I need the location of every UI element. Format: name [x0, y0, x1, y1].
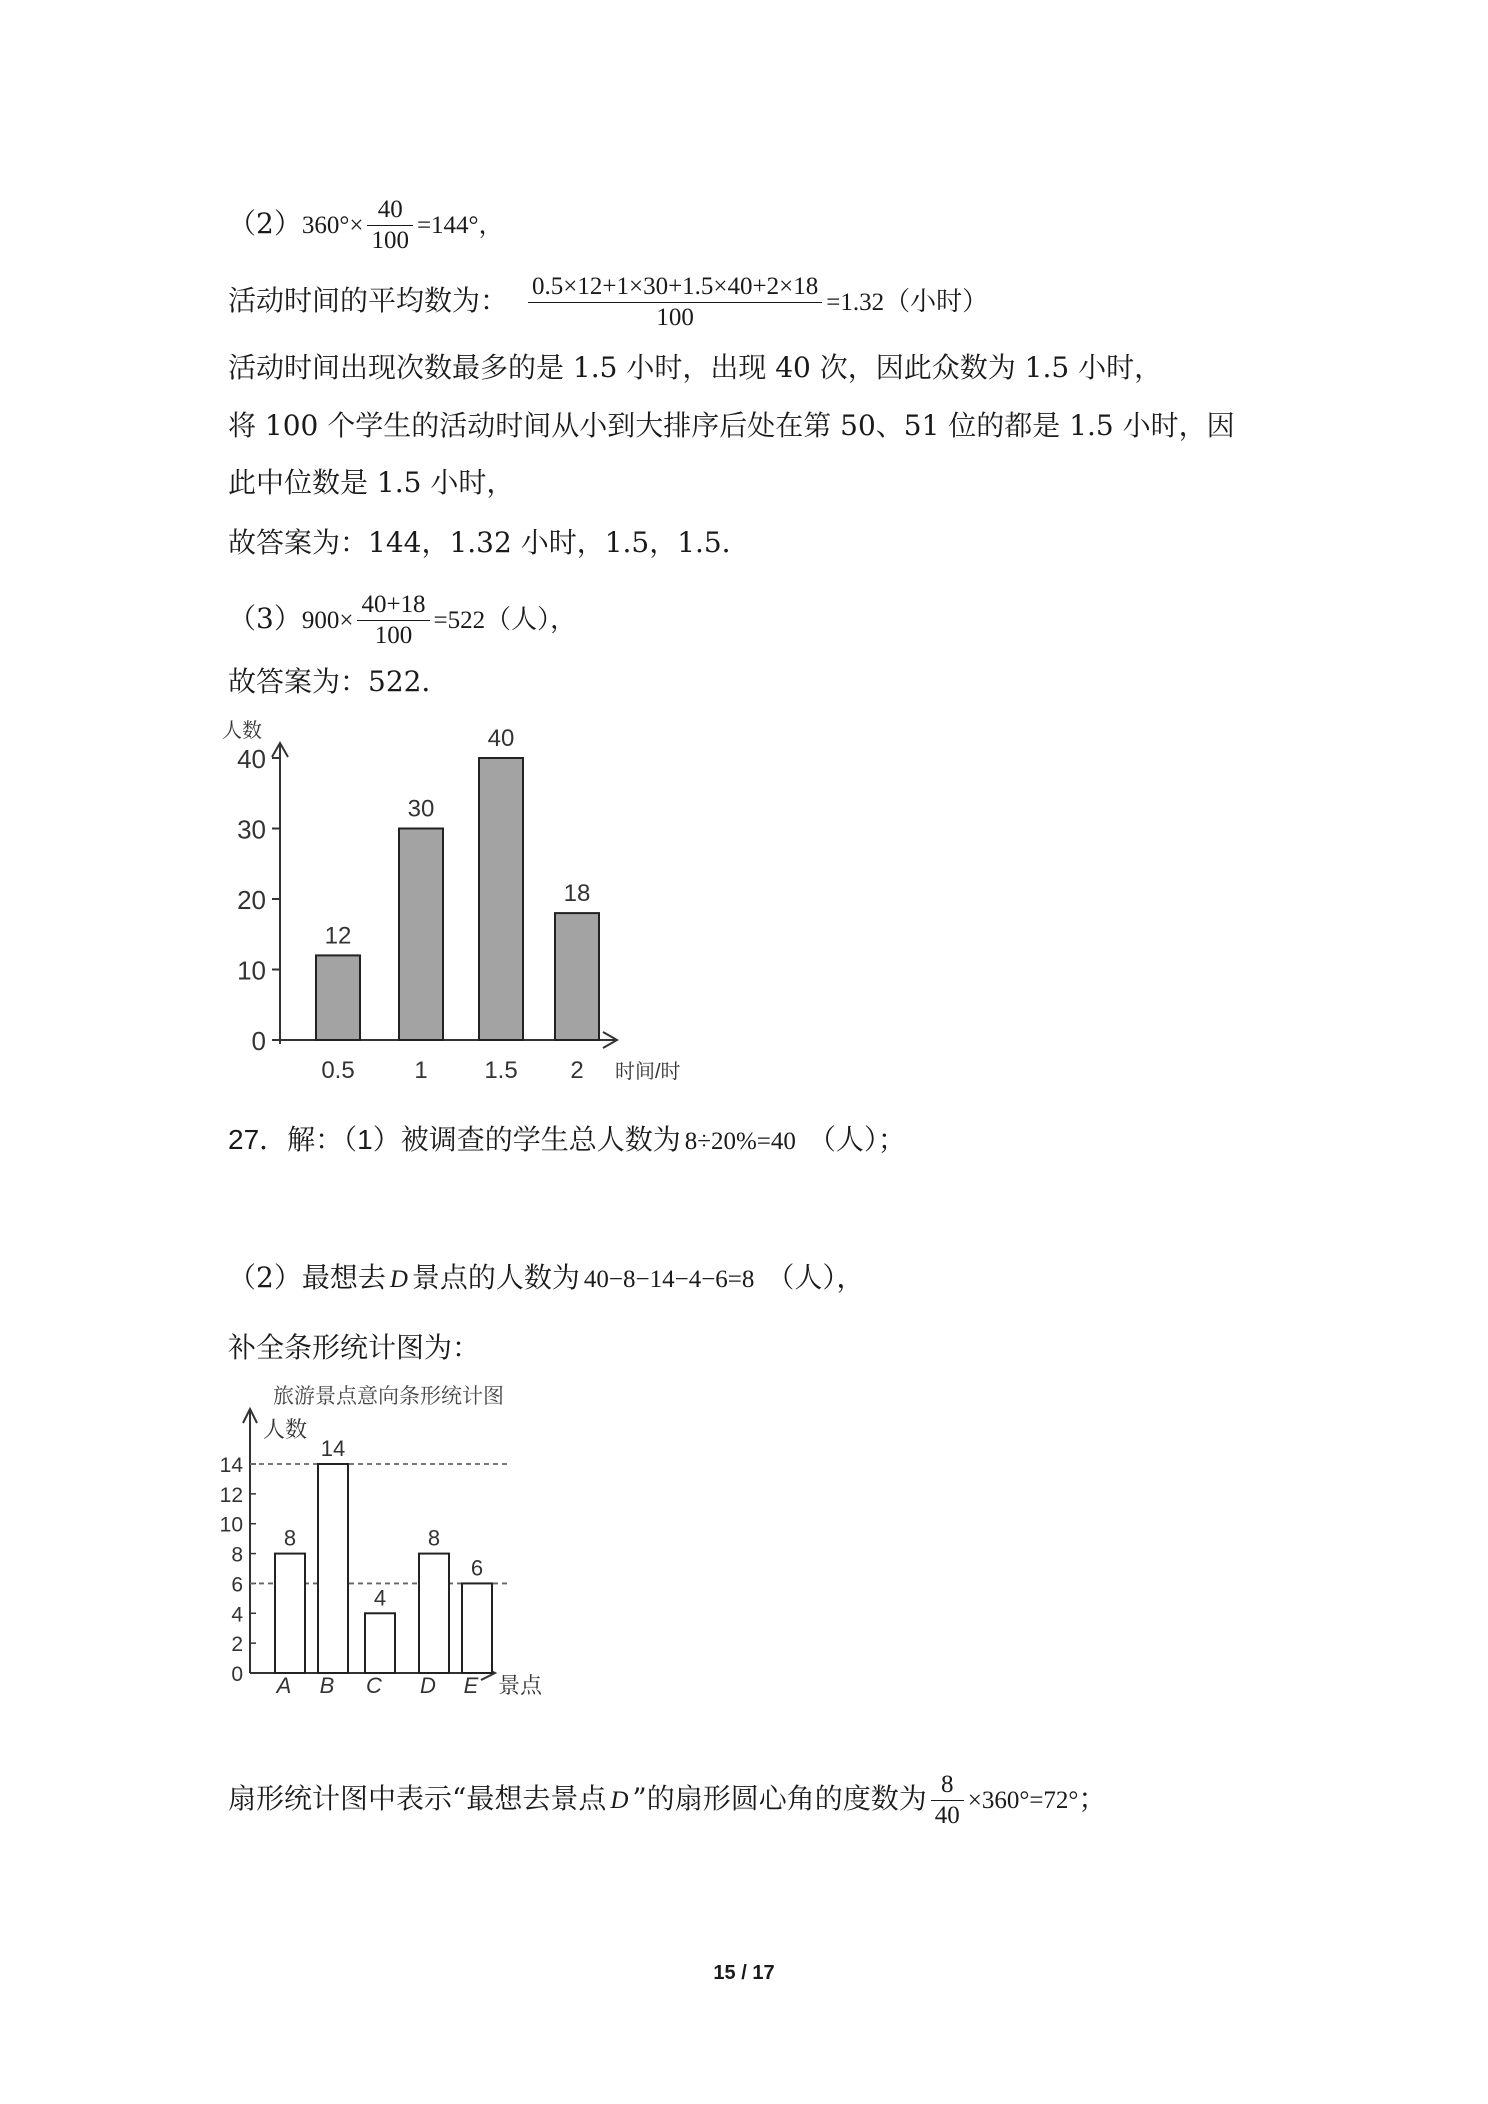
data-label: 30 — [407, 795, 435, 823]
page-number: 15 / 17 — [713, 1962, 775, 1984]
bar — [318, 1464, 348, 1673]
fraction — [931, 1770, 964, 1831]
x-axis-label: 时间/时 — [615, 1061, 681, 1083]
denominator: 100 — [656, 304, 694, 331]
data-label: 40 — [487, 725, 515, 752]
bar — [462, 1583, 492, 1673]
y-tick-label: 20 — [237, 885, 266, 915]
answer-line-2: 故答案为：522． — [228, 665, 450, 698]
sector-angle-line — [228, 1770, 1106, 1831]
unit: （小时） — [884, 287, 989, 317]
y-tick-label: 14 — [219, 1454, 243, 1477]
text: 活动时间的平均数为： — [228, 284, 509, 317]
math-expr: 360°× — [301, 212, 364, 239]
mean-line — [228, 272, 988, 333]
math-expr: 900× — [301, 607, 354, 634]
denominator: 40 — [934, 1802, 960, 1829]
data-label: 8 — [427, 1525, 441, 1551]
y-axis-label: 人数 — [263, 1417, 308, 1442]
x-tick-label: E — [463, 1673, 479, 1698]
part-label: （3） — [228, 602, 302, 635]
median-line: 将 100 个学生的活动时间从小到大排序后处在第 50、51 位的都是 1.5 小时，因 — [228, 409, 1235, 442]
numerator: 40 — [367, 195, 413, 226]
x-tick-label: 1.5 — [484, 1057, 518, 1084]
math-expr: =144°， — [416, 212, 504, 239]
text: ”的扇形圆心角的度数为 — [632, 1782, 927, 1815]
bar — [479, 758, 523, 1040]
y-tick-label: 6 — [231, 1573, 243, 1597]
y-tick-label: 0 — [251, 1026, 266, 1056]
unit: （人）， — [766, 1261, 865, 1294]
part-label: （2） — [228, 207, 302, 240]
eq-angle-line — [228, 195, 504, 256]
x-tick-label: 1 — [414, 1057, 428, 1084]
mode-line: 活动时间出现次数最多的是 1.5 小时，出现 40 次，因此众数为 1.5 小时， — [228, 351, 1163, 384]
denominator: 100 — [374, 622, 413, 649]
text: 景点的人数为 — [411, 1261, 580, 1294]
denominator: 100 — [371, 227, 409, 254]
fraction — [367, 195, 413, 256]
y-tick-label: 40 — [237, 744, 266, 774]
y-tick-label: 8 — [231, 1543, 243, 1567]
x-tick-label: D — [420, 1673, 436, 1698]
complete-chart-line: 补全条形统计图为： — [228, 1331, 481, 1364]
y-tick-label: 0 — [231, 1663, 243, 1686]
data-label: 18 — [563, 880, 591, 908]
bar — [419, 1554, 449, 1673]
unit: （人）， — [485, 605, 577, 635]
data-label: 6 — [470, 1555, 484, 1581]
text: 27．解：（1）被调查的学生总人数为 — [228, 1124, 681, 1155]
math-expr: =1.32 — [826, 289, 885, 316]
data-label: 12 — [324, 922, 352, 950]
q27-part2-line — [228, 1258, 864, 1300]
data-label: 14 — [320, 1436, 346, 1461]
median-line-cont: 此中位数是 1.5 小时， — [228, 466, 515, 499]
data-label: 4 — [373, 1585, 387, 1611]
text: ； — [1078, 1782, 1107, 1815]
x-tick-label: 0.5 — [321, 1057, 355, 1084]
bar — [275, 1554, 305, 1673]
x-axis-label: 景点 — [498, 1673, 543, 1698]
x-tick-label: C — [366, 1673, 382, 1698]
var-d: D — [610, 1787, 629, 1814]
y-tick-label: 2 — [231, 1633, 243, 1657]
y-tick-label: 12 — [219, 1483, 243, 1507]
y-axis-label: 人数 — [222, 720, 262, 742]
fraction — [528, 272, 822, 333]
bar — [316, 955, 360, 1040]
y-tick-label: 4 — [231, 1603, 243, 1627]
math-expr: 8÷20%=40 — [684, 1128, 796, 1155]
math-expr: =522 — [433, 607, 486, 634]
text: 扇形统计图中表示“最想去景点 — [228, 1782, 607, 1815]
eq-estimate-line — [228, 590, 576, 651]
x-tick-label: B — [319, 1673, 335, 1698]
y-tick-label: 10 — [237, 955, 266, 986]
bar — [555, 913, 599, 1040]
unit: （人）； — [807, 1123, 906, 1156]
numerator: 0.5×12+1×30+1.5×40+2×18 — [528, 272, 822, 303]
bar — [399, 829, 443, 1041]
activity-time-bar-chart — [210, 710, 710, 1095]
scenic-spot-bar-chart — [215, 1375, 575, 1715]
chart-title: 旅游景点意向条形统计图 — [273, 1385, 504, 1408]
q27-line — [228, 1120, 906, 1162]
x-tick-label: 2 — [570, 1057, 584, 1084]
numerator: 8 — [931, 1770, 964, 1801]
math-expr: 40−8−14−4−6=8 — [583, 1266, 755, 1293]
fraction — [357, 590, 429, 651]
var-d: D — [389, 1266, 408, 1293]
data-label: 8 — [283, 1525, 297, 1551]
x-tick-label: A — [276, 1673, 292, 1698]
text: （2）最想去 — [228, 1261, 386, 1294]
math-expr: ×360°=72° — [967, 1787, 1079, 1814]
bar — [365, 1613, 395, 1673]
y-tick-label: 10 — [219, 1513, 243, 1537]
answer-line: 故答案为：144，1.32 小时，1.5，1.5． — [228, 526, 750, 559]
numerator: 40+18 — [357, 590, 429, 621]
y-tick-label: 30 — [237, 814, 266, 845]
